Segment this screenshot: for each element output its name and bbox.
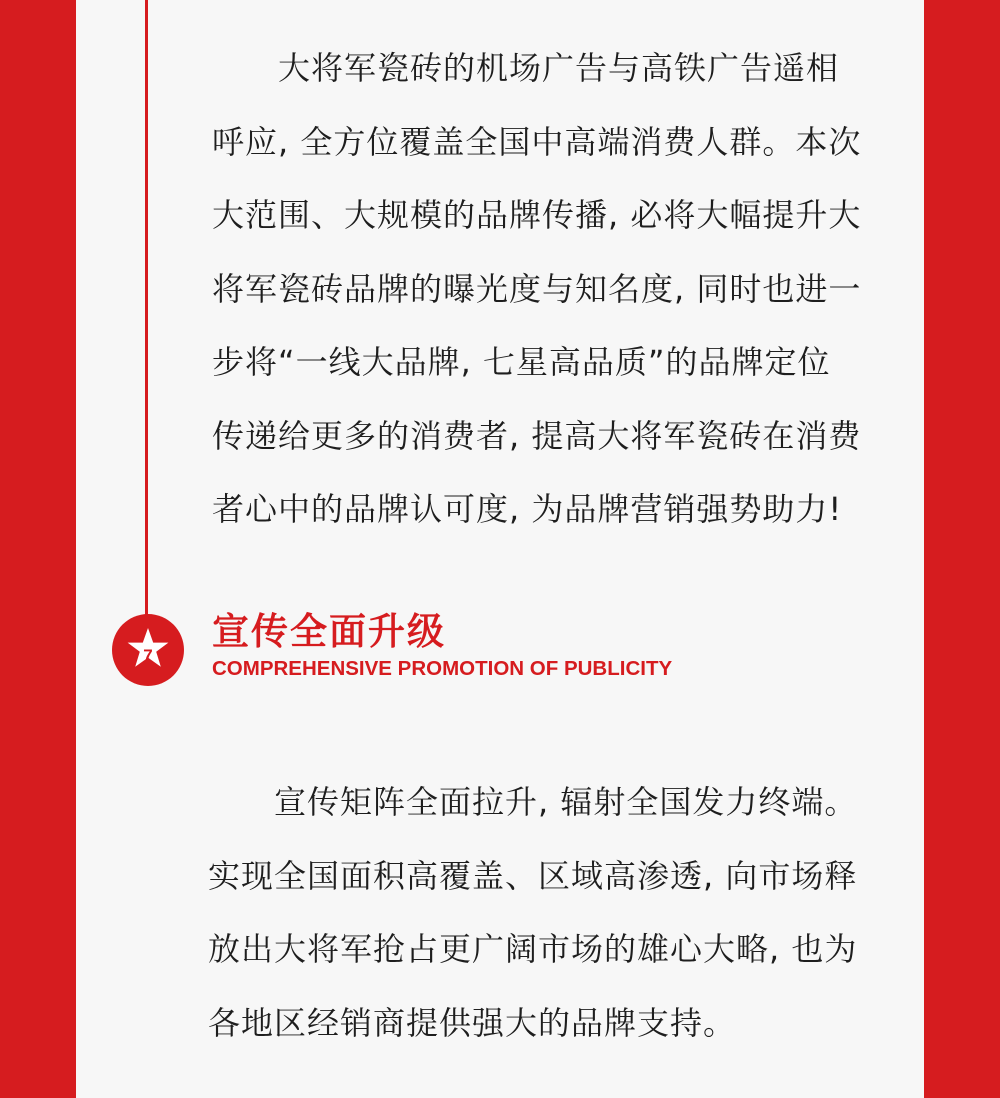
timeline-line (145, 0, 148, 622)
section-subtitle: COMPREHENSIVE PROMOTION OF PUBLICITY (212, 657, 673, 680)
paragraph-publicity-upgrade: 宣传矩阵全面拉升, 辐射全国发力终端。 实现全国面积高覆盖、区域高渗透, 向市场释 放出大将军抢占更广阔市场的雄心大略, 也为 各地区经销商提供强大的品牌支持。 (208, 783, 858, 1042)
section-title: 宣传全面升级 (212, 610, 446, 653)
paragraph-airport-railway-ads: 大将军瓷砖的机场广告与高铁广告遥相 呼应, 全方位覆盖全国中高端消费人群。本次 大范围、大规模的品牌传播, 必将大幅提升大 将军瓷砖品牌的曝光度与知名度, 同时也进一 步将“一线大品牌, 七星高品质”的品牌定位 传递给更多的消费者, 提高大将军瓷砖在消费 者心中的品牌认可度, 为品牌营销强势助力! (212, 49, 862, 528)
badge-number: 7 (143, 646, 153, 665)
section-number-badge (112, 614, 184, 686)
star-icon (112, 614, 184, 686)
